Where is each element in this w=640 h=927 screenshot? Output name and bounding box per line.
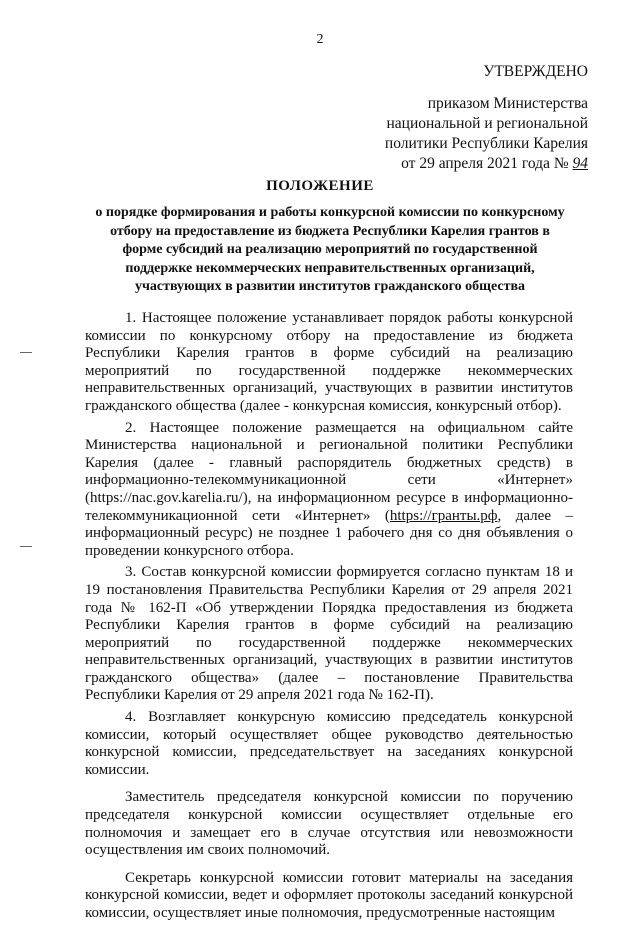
document-body [85, 310, 573, 927]
approval-line-2: национальной и региональной [386, 115, 588, 132]
approval-date-line [328, 154, 588, 174]
approval-line-3: политики Республики Карелия [384, 135, 588, 152]
page-number: 2 [316, 32, 324, 47]
margin-mark [20, 352, 32, 353]
paragraph-2 [85, 420, 573, 561]
approval-heading: УТВЕРЖДЕНО [483, 63, 588, 80]
document-subtitle: о порядке формирования и работы конкурсной комиссии по конкурсному отбору на предоставление из бюджета Республики Карелия грантов в форме субсидий на реализацию мероприятий по государственной поддержке некоммерческих неправительственных организаций, участвующих в развитии институтов гражданского общества [95, 205, 565, 294]
approval-line-1: приказом Министерства [427, 95, 588, 112]
grants-link[interactable]: https://гранты.рф [389, 507, 498, 524]
margin-mark [20, 546, 32, 547]
paragraph-6: Секретарь конкурсной комиссии готовит материалы на заседания конкурсной комиссии, ведет и оформляет протоколы заседаний конкурсной комиссии, осуществляет иные полномочия, предусмотренные настоящим [85, 869, 573, 921]
paragraph-1: 1. Настоящее положение устанавливает порядок работы конкурсной комиссии по конкурсному отбору на предоставление из бюджета Республики Карелия грантов в форме субсидий на реализацию мероприятий по государственной поддержке некоммерческих неправительственных организаций, участвующих в развитии институтов гражданского общества (далее - конкурсная комиссия, конкурсный отбор). [85, 310, 573, 414]
paragraph-3: 3. Состав конкурсной комиссии формируется согласно пунктам 18 и 19 постановления Правительства Республики Карелия от 29 апреля 2021 года № 162-П «Об утверждении Порядка предоставления из бюджета Республики Карелия грантов в форме субсидий на реализацию мероприятий по государственной поддержке некоммерческих неправительственных организаций, участвующих в развитии институтов гражданского общества» (далее – постановление Правительства Республики Карелия от 29 апреля 2021 года № 162-П). [85, 564, 573, 704]
approval-block [328, 62, 588, 174]
document-title: ПОЛОЖЕНИЕ [266, 178, 374, 194]
approval-date: от 29 апреля 2021 года № [401, 155, 569, 172]
paragraph-5: Заместитель председателя конкурсной комиссии по поручению председателя конкурсной комиссии осуществляет отдельные его полномочия и замещает его в случае отсутствия или невозможности осуществления им своих полномочий. [85, 789, 573, 859]
order-number: 94 [572, 155, 588, 172]
paragraph-2-text-end: , далее – информационный ресурс) не позднее 1 рабочего дня со дня объявления о проведении конкурсного отбора. [85, 507, 573, 559]
paragraph-4: 4. Возглавляет конкурсную комиссию председатель конкурсной комиссии, который осуществляет общее руководство деятельностью конкурсной комиссии, председательствует на заседаниях конкурсной комиссии. [85, 709, 573, 778]
paragraph-2-text-start: 2. Настоящее положение размещается на официальном сайте Министерства национальной и региональной политики Республики Карелия (далее - главный распорядитель бюджетных средств) в информационно-телекоммуникационной сети «Интернет» (https://nac.gov.karelia.ru/), на информационном ресурсе в информационно-телекоммуникационной сети «Интернет» ( [85, 419, 573, 524]
